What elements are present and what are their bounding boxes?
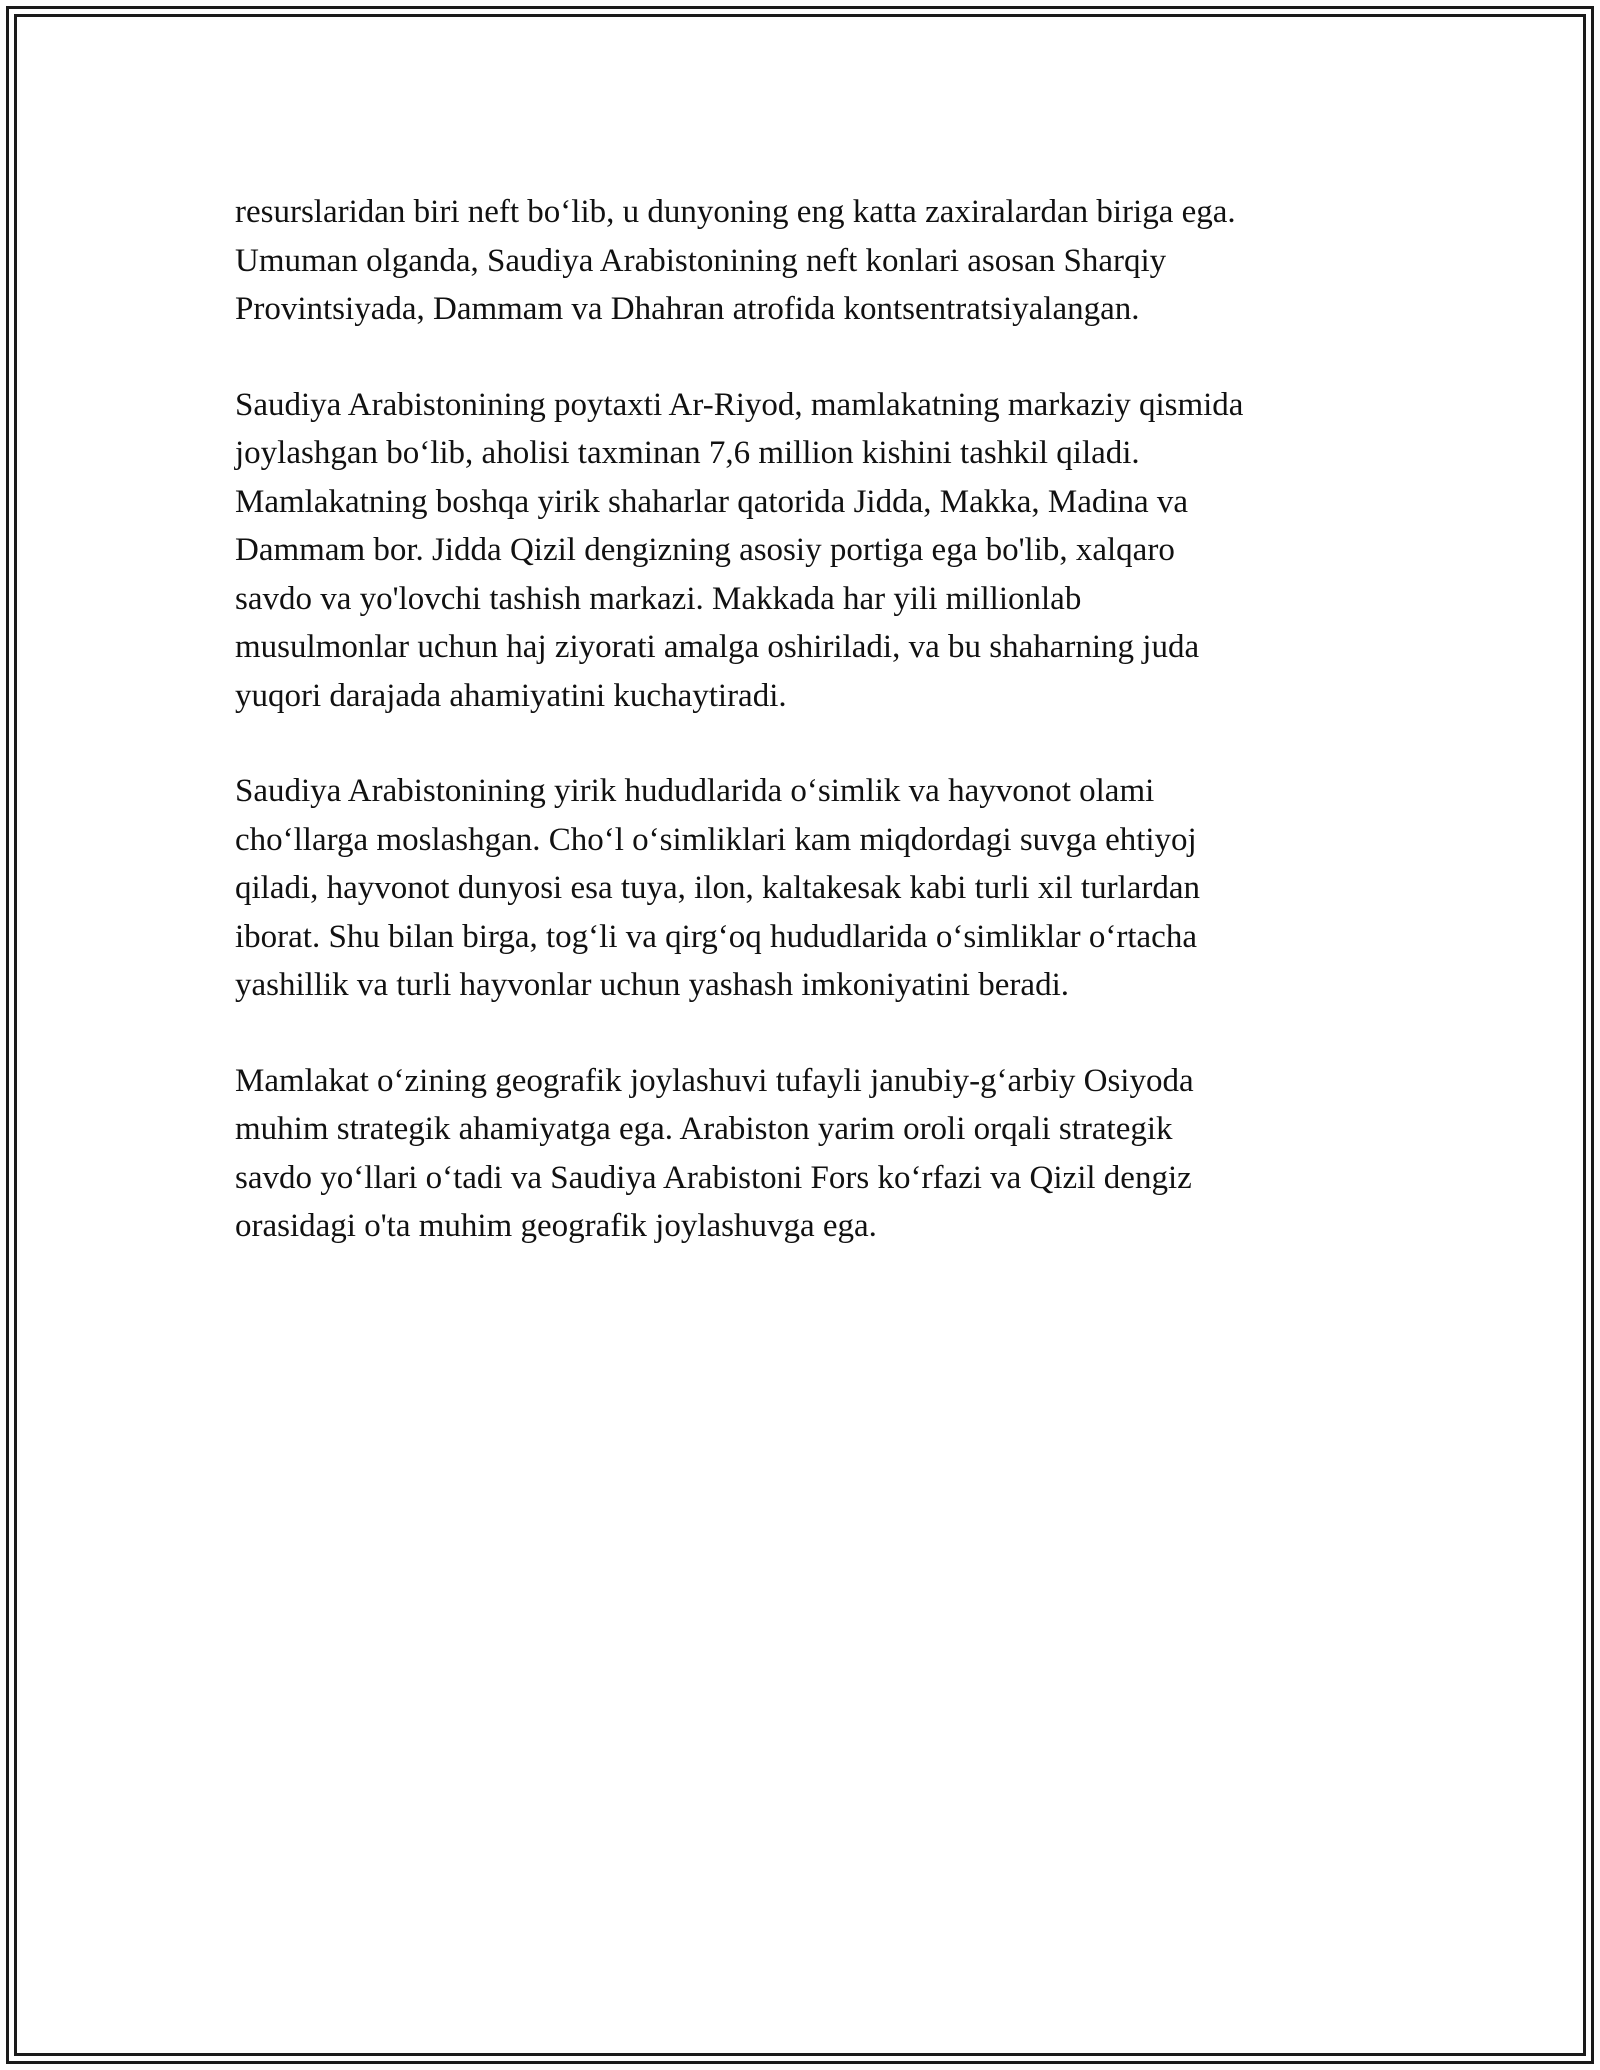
paragraph-flora-fauna	[235, 767, 1375, 1010]
text-line: yashillik va turli hayvonlar uchun yashash imkoniyatini beradi.	[235, 967, 1069, 1003]
text-line: savdo yo‘llari o‘tadi va Saudiya Arabistoni Fors ko‘rfazi va Qizil dengiz	[235, 1159, 1192, 1196]
text-line: Saudiya Arabistonining poytaxti Ar-Riyod, mamlakatning markaziy qismida	[235, 386, 1244, 423]
text-line: iborat. Shu bilan birga, tog‘li va qirg‘oq hududlarida o‘simliklar o‘rtacha	[235, 918, 1197, 955]
paragraph-oil-resources	[235, 188, 1375, 334]
text-line: musulmonlar uchun haj ziyorati amalga oshiriladi, va bu shaharning juda	[235, 629, 1200, 665]
text-line: resurslaridan biri neft bo‘lib, u dunyoning eng katta zaxiralardan biriga ega.	[235, 194, 1236, 230]
paragraph-geography	[235, 1057, 1375, 1251]
paragraph-capital-cities	[235, 381, 1375, 721]
text-line: Mamlakatning boshqa yirik shaharlar qatorida Jidda, Makka, Madina va	[235, 483, 1189, 520]
text-line: joylashgan bo‘lib, aholisi taxminan 7,6 million kishini tashkil qiladi.	[235, 435, 1140, 471]
text-line: Saudiya Arabistonining yirik hududlarida o‘simlik va hayvonot olami	[235, 773, 1155, 809]
text-line: qiladi, hayvonot dunyosi esa tuya, ilon, kaltakesak kabi turli xil turlardan	[235, 870, 1201, 906]
text-line: muhim strategik ahamiyatga ega. Arabiston yarim oroli orqali strategik	[235, 1111, 1173, 1147]
text-line: Provintsiyada, Dammam va Dhahran atrofida kontsentratsiyalangan.	[235, 291, 1140, 327]
text-line: yuqori darajada ahamiyatini kuchaytiradi.	[235, 677, 787, 714]
text-line: Mamlakat o‘zining geografik joylashuvi tufayli janubiy-g‘arbiy Osiyoda	[235, 1062, 1194, 1099]
text-line: savdo va yo'lovchi tashish markazi. Makkada har yili millionlab	[235, 580, 1082, 617]
text-line: orasidagi o'ta muhim geografik joylashuvga ega.	[235, 1208, 877, 1244]
document-body	[235, 188, 1375, 1298]
text-line: cho‘llarga moslashgan. Cho‘l o‘simliklari kam miqdordagi suvga ehtiyoj	[235, 821, 1197, 858]
text-line: Umuman olganda, Saudiya Arabistonining neft konlari asosan Sharqiy	[235, 242, 1167, 279]
text-line: Dammam bor. Jidda Qizil dengizning asosiy portiga ega bo'lib, xalqaro	[235, 532, 1175, 568]
